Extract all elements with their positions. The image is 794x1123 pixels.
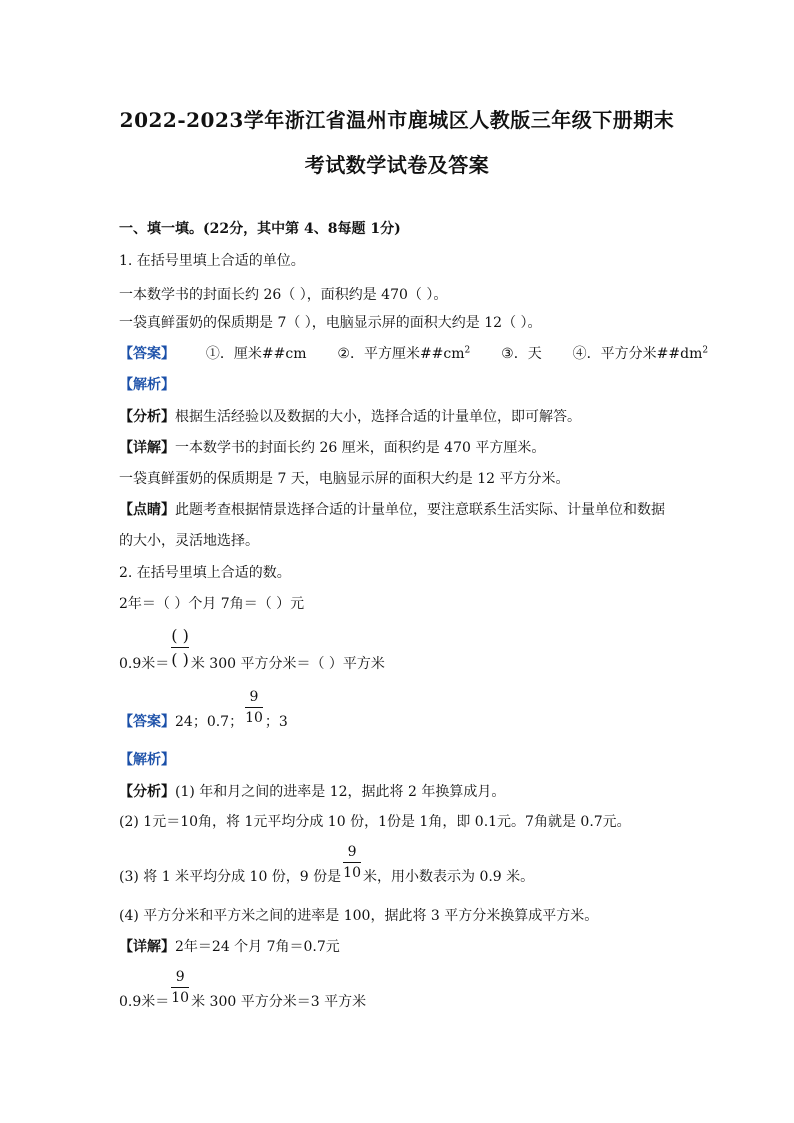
q1-line-2: 一袋真鲜蛋奶的保质期是 7（ ），电脑显示屏的面积大约是 12（ ）。 [119, 315, 542, 331]
fraction-nine-tenths [343, 845, 361, 880]
q2-stem: 2. 在括号里填上合适的数。 [119, 565, 291, 581]
answer-post: ；3 [264, 713, 288, 730]
q2-xiangjie-1 [119, 936, 340, 956]
answer-tag: 【答案】 [119, 346, 175, 362]
blank-fraction [171, 626, 189, 669]
title-line-2: 考试数学试卷及答案 [304, 153, 490, 177]
answer-tag: 【答案】 [119, 713, 175, 730]
q2-answer [119, 689, 288, 730]
fraction-numerator: 9 [343, 845, 361, 863]
q1-answer [119, 343, 708, 363]
q2-line-2-pre: 0.9米＝ [119, 655, 170, 672]
section-heading: 一、填一填。(22分，其中第 4、8每题 1分) [119, 221, 401, 237]
fenxi-text: 根据生活经验以及数据的大小，选择合适的计量单位，即可解答。 [175, 409, 581, 425]
fraction-denominator: 10 [343, 865, 361, 881]
fenxi-text: (1) 年和月之间的进率是 12，据此将 2 年换算成月。 [175, 784, 506, 800]
fenxi-tag: 【分析】 [119, 409, 175, 425]
blank-numerator: ( ) [171, 626, 189, 648]
xiangjie-2-post: 米 300 平方分米＝3 平方米 [191, 993, 367, 1010]
q1-xiangjie-1 [119, 437, 545, 457]
superscript-2: 2 [464, 345, 471, 356]
xiangjie-text: 一本数学书的封面长约 26 厘米，面积约是 470 平方厘米。 [175, 440, 546, 456]
fenxi-3-post: 米，用小数表示为 0.9 米。 [363, 868, 535, 885]
answer-pre: 24；0.7； [175, 713, 244, 730]
q2-xiangjie-2 [119, 969, 367, 1010]
q1-line-1: 一本数学书的封面长约 26（ ），面积约是 470（ ）。 [119, 287, 448, 303]
xiangjie-2-pre: 0.9米＝ [119, 993, 170, 1010]
answer-item-1: ①．厘米##cm [205, 346, 307, 362]
q1-dianjing-2: 的大小，灵活地选择。 [119, 533, 259, 549]
fenxi-tag: 【分析】 [119, 784, 175, 800]
xiangjie-text: 2年＝24 个月 7角＝0.7元 [175, 939, 340, 955]
answer-item-3: ③．天 [501, 346, 542, 362]
q2-line-1: 2年＝（ ）个月 7角＝（ ）元 [119, 596, 305, 612]
q1-dianjing-1 [119, 499, 665, 519]
q2-fenxi-3 [119, 844, 535, 885]
q1-jiexi: 【解析】 [119, 377, 175, 393]
q1-stem: 1. 在括号里填上合适的单位。 [119, 253, 305, 269]
fenxi-3-pre: (3) 将 1 米平均分成 10 份，9 份是 [119, 868, 342, 885]
q2-fenxi-1 [119, 781, 505, 801]
q2-line-2 [119, 626, 385, 672]
fraction-numerator: 9 [245, 690, 263, 708]
answer-item-4: ④．平方分米##dm [572, 346, 703, 362]
fraction-denominator: 10 [245, 710, 263, 726]
q1-fenxi [119, 406, 581, 426]
q2-line-2-post: 米 300 平方分米＝（ ）平方米 [190, 655, 385, 672]
dianjing-text: 此题考查根据情景选择合适的计量单位，要注意联系生活实际、计量单位和数据 [175, 502, 665, 518]
fraction-denominator: 10 [171, 990, 190, 1006]
dianjing-tag: 【点睛】 [119, 502, 175, 518]
superscript-2: 2 [702, 345, 709, 356]
q2-jiexi: 【解析】 [119, 752, 175, 768]
fraction-nine-tenths [171, 970, 189, 1005]
title-line-1: 2022-2023学年浙江省温州市鹿城区人教版三年级下册期末 [119, 108, 675, 132]
xiangjie-tag: 【详解】 [119, 440, 175, 456]
q1-xiangjie-2: 一袋真鲜蛋奶的保质期是 7 天，电脑显示屏的面积大约是 12 平方分米。 [119, 471, 570, 487]
blank-denominator: ( ) [171, 650, 189, 669]
fraction-numerator: 9 [171, 970, 189, 988]
xiangjie-tag: 【详解】 [119, 939, 175, 955]
answer-item-2: ②．平方厘米##cm [337, 346, 465, 362]
q2-fenxi-4: (4) 平方分米和平方米之间的进率是 100，据此将 3 平方分米换算成平方米。 [119, 908, 599, 924]
fraction-nine-tenths [245, 690, 263, 725]
q2-fenxi-2: (2) 1元＝10角，将 1元平均分成 10 份，1份是 1角，即 0.1元。7角就是 0.7元。 [119, 814, 631, 830]
